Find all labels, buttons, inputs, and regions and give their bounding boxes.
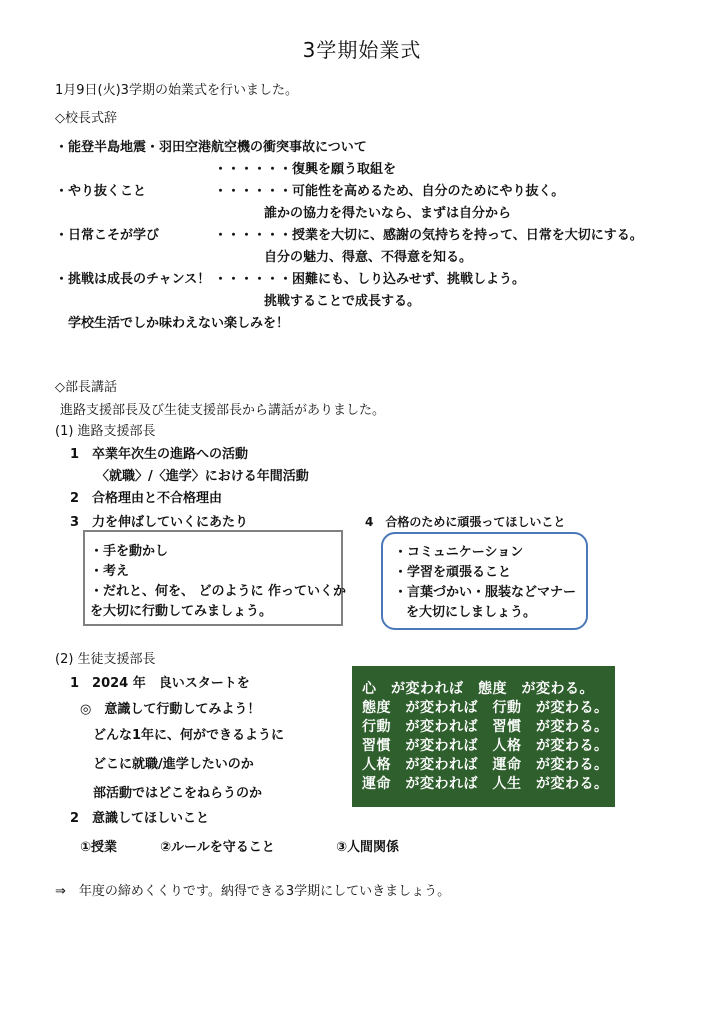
principal-line: 誰かの協力を得たいなら、まずは自分から <box>264 206 512 221</box>
department-intro: 進路支援部長及び生徒支援部長から講話がありました。 <box>60 403 386 418</box>
focus-point: ③人間関係 <box>336 840 400 855</box>
motto-line: 運命 が変われば 人生 が変わる。 <box>362 776 609 792</box>
principal-line: ・・・・・・授業を大切に、感謝の気持ちを持って、日常を大切にする。 <box>214 228 643 243</box>
principal-line: ・やり抜くこと <box>55 184 147 199</box>
growth-box-line: ・だれと、何を、 どのように 作っていくか <box>90 584 347 599</box>
focus-point: ②ルールを守ること <box>160 840 275 855</box>
principal-line: ・能登半島地震・羽田空港航空機の衝突事故について <box>55 140 367 155</box>
motto-line: 習慣 が変われば 人格 が変わる。 <box>362 738 609 754</box>
student-item: ◎ 意識して行動してみよう！ <box>80 702 261 717</box>
principal-line: ・・・・・・復興を願う取組を <box>214 162 397 177</box>
student-item: どんな1年に、何ができるように <box>93 728 285 743</box>
intro-text: 1月9日(火)3学期の始業式を行いました。 <box>55 83 298 98</box>
career-item: 3 力を伸ばしていくにあたり <box>70 515 249 530</box>
career-item: 2 合格理由と不合格理由 <box>70 491 223 506</box>
growth-box-line: ・考え <box>90 564 130 579</box>
career-item: 4 合格のために頑張ってほしいこと <box>365 515 566 529</box>
success-box-line: ・言葉づかい・服装などマナー <box>394 585 577 600</box>
page-title: 3学期始業式 <box>302 38 422 62</box>
career-item: 1 卒業年次生の進路への活動 <box>70 447 249 462</box>
career-item: 〈就職〉/〈進学〉における年間活動 <box>96 469 309 484</box>
success-box-line: を大切にしましょう。 <box>406 605 537 620</box>
student-item: 2 意識してほしいこと <box>70 811 210 826</box>
closing-text: ⇒ 年度の締めくくりです。納得できる3学期にしていきましょう。 <box>55 884 451 899</box>
principal-line: ・・・・・・可能性を高めるため、自分のためにやり抜く。 <box>214 184 565 199</box>
motto-line: 態度 が変われば 行動 が変わる。 <box>362 700 609 716</box>
motto-line: 行動 が変われば 習慣 が変わる。 <box>362 719 609 735</box>
student-item: どこに就職/進学したいのか <box>93 757 254 772</box>
student-item: 1 2024 年 良いスタートを <box>70 676 250 691</box>
student-item: 部活動ではどこをねらうのか <box>93 786 263 801</box>
success-box-line: ・コミュニケーション <box>394 545 524 560</box>
success-box-line: ・学習を頑張ること <box>394 565 512 580</box>
principal-line: 挑戦することで成長する。 <box>264 294 421 309</box>
focus-point: ①授業 <box>80 840 118 855</box>
principal-line: 自分の魅力、得意、不得意を知る。 <box>264 250 473 265</box>
principal-heading: ◇校長式辞 <box>55 111 117 126</box>
motto-panel <box>352 666 615 807</box>
motto-line: 人格 が変われば 運命 が変わる。 <box>362 757 609 773</box>
department-heading: ◇部長講話 <box>55 380 117 395</box>
growth-box-line: ・手を動かし <box>90 544 169 559</box>
principal-line: ・・・・・・困難にも、しり込みせず、挑戦しよう。 <box>214 272 525 287</box>
principal-line: ・日常こそが学び <box>55 228 160 243</box>
principal-line: ・挑戦は成長のチャンス！ <box>55 272 211 287</box>
principal-line: 学校生活でしか味わえない楽しみを！ <box>68 316 290 331</box>
motto-line: 心 が変われば 態度 が変わる。 <box>362 681 594 697</box>
student-heading: (2) 生徒支援部長 <box>55 652 156 667</box>
growth-box-line: を大切に行動してみましょう。 <box>90 604 273 619</box>
career-heading: (1) 進路支援部長 <box>55 424 156 439</box>
